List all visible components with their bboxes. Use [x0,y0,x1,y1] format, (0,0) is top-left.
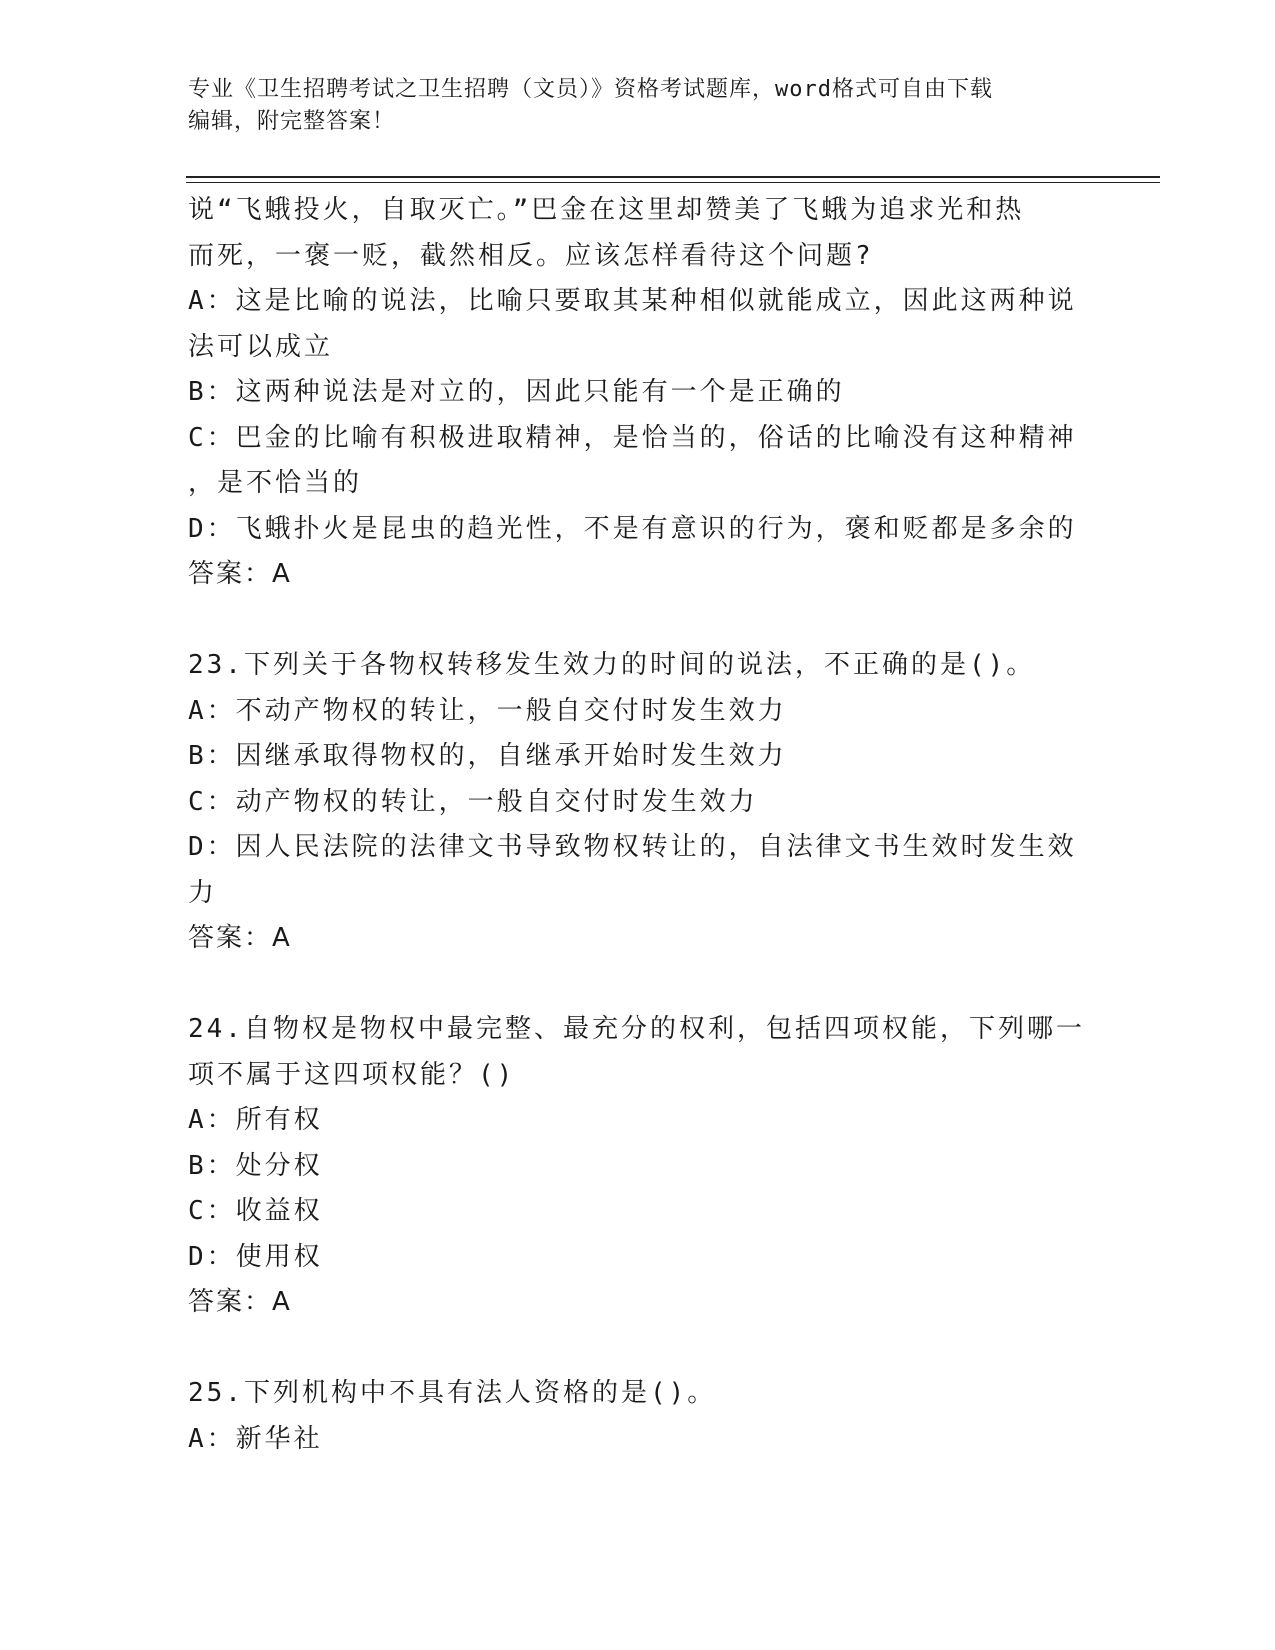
header-divider-thin [186,182,1160,183]
question-24 [188,1007,1088,1326]
option-d: D：因人民法院的法律文书导致物权转让的，自法律文书生效时发生效 [188,832,1077,862]
option-a: A：新华社 [188,1423,323,1454]
document-header [188,74,1068,138]
question-list [188,188,1088,1462]
question-stem: 而死，一褒一贬，截然相反。应该怎样看待这个问题? [188,240,874,271]
spacer [188,962,1088,1008]
question-stem: 24.自物权是物权中最完整、最充分的权利，包括四项权能，下列哪一 [188,1014,1085,1044]
header-title-line1: 专业《卫生招聘考试之卫生招聘（文员）》资格考试题库，word格式可自由下载 [188,77,993,102]
option-a: A：所有权 [188,1105,323,1135]
header-title-line2: 编辑，附完整答案！ [188,109,396,134]
option-c: C：动产物权的转让，一般自交付时发生效力 [188,786,758,817]
option-a: A：这是比喻的说法，比喻只要取其某种相似就能成立，因此这两种说 [188,286,1077,316]
answer-line: 答案：A [188,1287,292,1317]
option-b: B：处分权 [188,1150,323,1181]
option-b: B：这两种说法是对立的，因此只能有一个是正确的 [188,377,845,407]
spacer [188,598,1088,644]
question-stem: 项不属于这四项权能？() [188,1059,516,1090]
question-stem: 23.下列关于各物权转移发生效力的时间的说法，不正确的是()。 [188,650,1036,680]
answer-line: 答案：A [188,559,292,589]
option-c: C：巴金的比喻有积极进取精神，是恰当的，俗话的比喻没有这种精神 [188,422,1077,453]
option-d: D：使用权 [188,1241,323,1272]
question-25 [188,1371,1088,1462]
option-a-continued: 法可以成立 [188,331,334,362]
question-stem: 25.下列机构中不具有法人资格的是()。 [188,1378,717,1408]
option-a: A：不动产物权的转让，一般自交付时发生效力 [188,695,787,726]
option-c: C：收益权 [188,1196,323,1226]
spacer [188,1326,1088,1372]
answer-line: 答案：A [188,923,292,953]
option-b: B：因继承取得物权的，自继承开始时发生效力 [188,741,787,771]
option-c-continued: ，是不恰当的 [188,468,363,498]
question-22 [188,188,1088,598]
header-divider-thick [186,176,1160,178]
question-stem: 说“飞蛾投火，自取灭亡。”巴金在这里却赞美了飞蛾为追求光和热 [188,195,1025,225]
option-d-continued: 力 [188,877,218,908]
option-d: D：飞蛾扑火是昆虫的趋光性，不是有意识的行为，褒和贬都是多余的 [188,513,1077,544]
question-23 [188,643,1088,962]
